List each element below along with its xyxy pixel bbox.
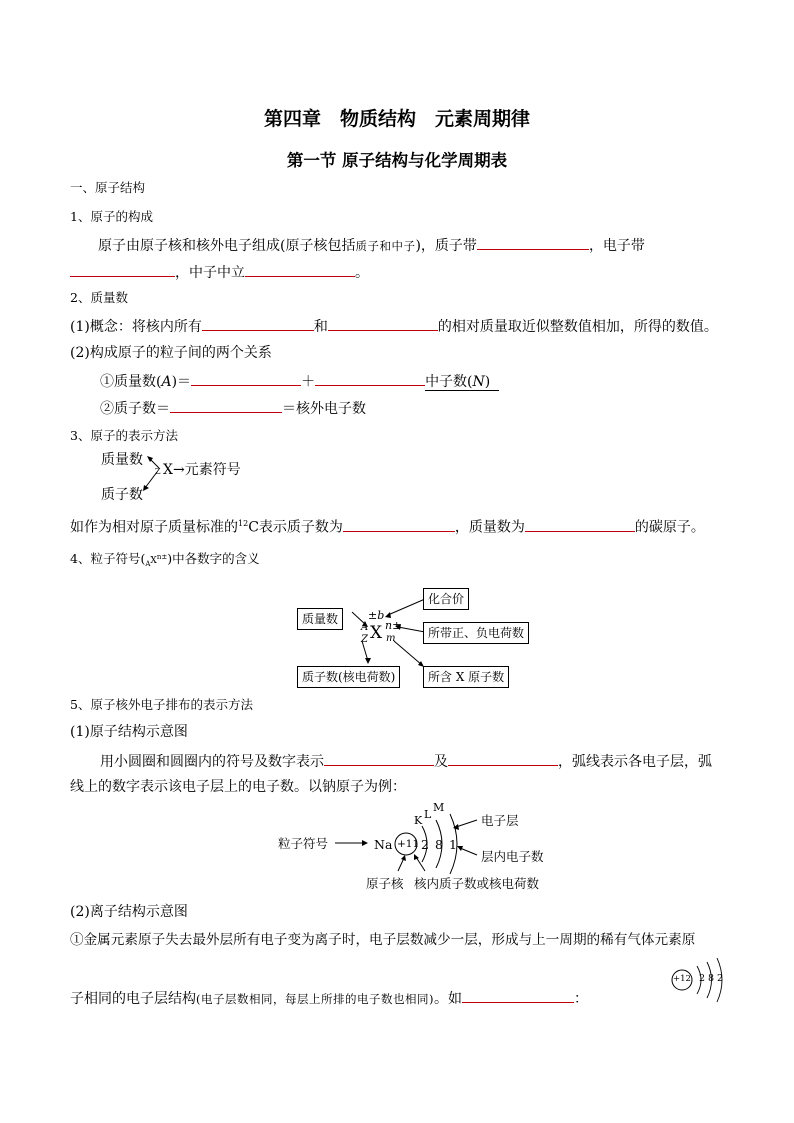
heading-atomic-structure: 一、原子结构 [70, 180, 146, 195]
atom-composition-line1: 原子由原子核和核外电子组成(原子核包括质子和中子)，质子带 ，电子带 [98, 235, 645, 255]
box-proton-number: 质子数(核电荷数) [297, 666, 400, 688]
mg-shell-3-count: 2 [717, 973, 724, 984]
blank-concept-2[interactable] [328, 316, 438, 331]
sym-n-pm: n± [385, 619, 402, 632]
na-shell-2-count: 8 [435, 837, 443, 852]
mg-shell-2-count: 8 [708, 973, 715, 984]
blank-relation-2[interactable] [170, 398, 282, 413]
mg-core-charge: +12 [673, 974, 691, 984]
na-symbol-label: 粒子符号 [278, 836, 329, 851]
subheading-atom-notation: 3、原子的表示方法 [70, 428, 178, 443]
box-mass-number: 质量数 [297, 608, 343, 630]
na-shell-1-count: 2 [421, 837, 429, 852]
na-shell-3-count: 1 [449, 837, 457, 852]
relation-1: ①质量数(A)＝ ＋ 中子数(N) [100, 371, 499, 391]
sym-m: m [386, 633, 396, 644]
shell-M-label: M [433, 801, 445, 814]
section-title: 第一节 原子结构与化学周期表 [286, 151, 508, 170]
label-core-charge: 核内质子数或核电荷数 [414, 876, 540, 891]
label-electron-shell: 电子层 [481, 813, 519, 828]
ion-structure-text-1: ①金属元素原子失去最外层所有电子变为离子时，电子层数减少一层，形成与上一周期的稀有气体元素原 [70, 932, 696, 948]
sym-A: A [361, 622, 369, 633]
chapter-title: 第四章 物质结构 元素周期律 [263, 108, 530, 130]
relation-title: (2)构成原子的粒子间的两个关系 [70, 345, 272, 361]
box-valence: 化合价 [423, 588, 469, 610]
structure-diagram-text-2: 线上的数字表示该电子层上的电子数。以钠原子为例： [70, 779, 406, 795]
label-shell-count: 层内电子数 [481, 849, 544, 864]
label-nucleus: 原子核 [366, 876, 404, 891]
blank-electron-charge[interactable] [70, 262, 175, 277]
structure-diagram-text-1: 用小圆圈和圆圈内的符号及数字表示 及 ，弧线表示各电子层，弧 [100, 751, 712, 771]
subheading-electron-config: 5、原子核外电子排布的表示方法 [70, 697, 253, 712]
notation-mass-label: 质量数 [101, 452, 143, 468]
sym-pm-b: ±b [368, 609, 385, 622]
subheading-atom-composition: 1、原子的构成 [70, 209, 153, 224]
sym-X: X [370, 623, 383, 643]
ion-structure-text-2: 子相同的电子层结构(电子层数相同，每层上所排的电子数也相同)。如 ： [70, 988, 588, 1008]
shell-K-label: K [414, 814, 423, 827]
structure-diagram-title: (1)原子结构示意图 [70, 724, 188, 740]
blank-ion-example[interactable] [462, 988, 574, 1003]
notation-element-label: X→元素符号 [163, 462, 241, 478]
sym-Z: Z [361, 634, 368, 645]
mass-number-concept: (1)概念：将核内所有 和 的相对质量取近似整数值相加，所得的数值。 [70, 316, 718, 336]
atom-composition-line2: ，中子中立 。 [70, 262, 369, 282]
relation-2: ②质子数＝ ＝核外电子数 [100, 398, 366, 418]
svg-text:Z: Z [155, 467, 161, 476]
box-charge: 所带正、负电荷数 [423, 622, 529, 644]
blank-proton-charge[interactable] [477, 235, 589, 250]
shell-L-label: L [424, 808, 432, 821]
blank-relation-1b[interactable] [315, 371, 425, 386]
subheading-mass-number: 2、质量数 [70, 290, 128, 305]
blank-carbon-mass[interactable] [525, 517, 635, 532]
box-atom-count: 所含 X 原子数 [423, 666, 509, 688]
blank-neutron[interactable] [245, 262, 355, 277]
subheading-particle-symbol: 4、粒子符号$(_AX^{n\pm})$中各数字的含义 [70, 551, 260, 568]
blank-structure-2[interactable] [448, 751, 558, 766]
na-symbol: Na [374, 837, 393, 852]
ion-structure-title: (2)离子结构示意图 [70, 904, 188, 920]
blank-structure-1[interactable] [324, 751, 434, 766]
blank-carbon-proton[interactable] [343, 517, 455, 532]
mg-shell-1-count: 2 [699, 973, 706, 984]
notation-proton-label: 质子数 [101, 487, 143, 503]
carbon-example: 如作为相对原子质量标准的$^{12}$C表示质子数为 ，质量数为 的碳原子。 [70, 515, 705, 537]
blank-concept-1[interactable] [202, 316, 314, 331]
blank-relation-1a[interactable] [191, 371, 301, 386]
na-core-charge: +11 [397, 838, 420, 850]
